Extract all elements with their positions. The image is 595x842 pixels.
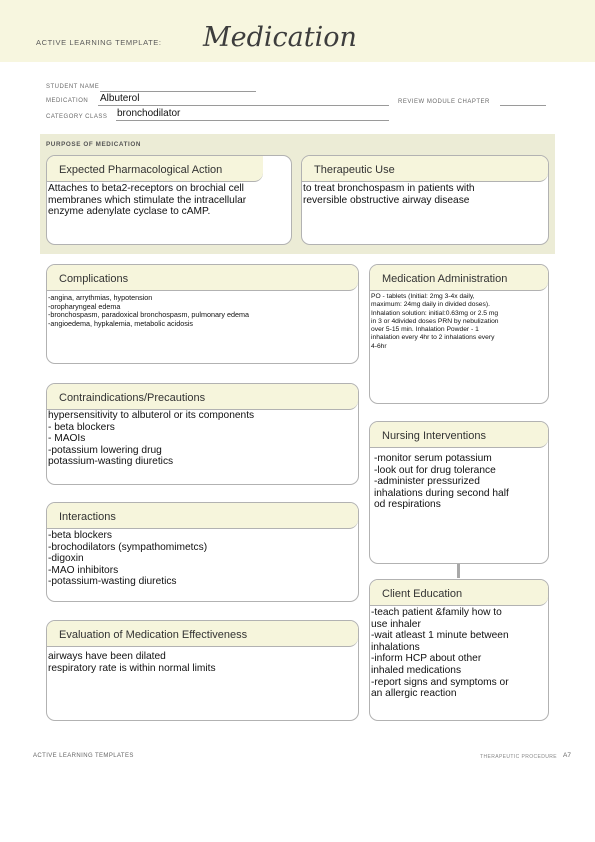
- text-line: maximum: 24mg daily in divided doses).: [371, 301, 490, 309]
- contraindications-text[interactable]: [48, 410, 356, 468]
- text-line: Inhalation solution: initial:0.63mg or 2.5 mg: [371, 309, 499, 317]
- complications-box: [46, 264, 359, 364]
- medication-field[interactable]: Albuterol: [100, 93, 140, 104]
- therapeutic-use-text[interactable]: [303, 183, 546, 206]
- nursing-interventions-title: Nursing Interventions: [370, 422, 548, 448]
- text-line: Attaches to beta2-receptors on brochial cell: [48, 183, 244, 194]
- text-line: -angioedema, hypkalemia, metabolic acidosis: [48, 318, 194, 328]
- client-education-box: [369, 579, 549, 721]
- text-line: 4-6hr: [371, 342, 387, 350]
- text-line: -oropharyngeal edema: [48, 301, 121, 311]
- text-line: -administer pressurized: [374, 476, 480, 488]
- text-line: -beta blockers: [48, 530, 112, 541]
- text-line: in 3 or 4divided doses PRN by nebulization: [371, 317, 499, 325]
- expected-action-title: Expected Pharmacological Action: [47, 156, 263, 182]
- text-line: -teach patient &family how to: [371, 607, 502, 618]
- review-module-label: REVIEW MODULE CHAPTER: [398, 99, 490, 105]
- nursing-interventions-text[interactable]: [374, 453, 546, 511]
- text-line: -bronchospasm, paradoxical bronchospasm, pulmonary edema: [48, 310, 249, 320]
- category-class-line: [116, 120, 389, 121]
- text-line: airways have been dilated: [48, 651, 166, 662]
- text-line: to treat bronchospasm in patients with: [303, 183, 475, 194]
- text-line: enzyme adenylate cyclase to cAMP.: [48, 206, 211, 218]
- medication-line: [98, 105, 389, 106]
- evaluation-text[interactable]: [48, 651, 356, 674]
- evaluation-title: Evaluation of Medication Effectiveness: [47, 621, 358, 647]
- medication-administration-title: Medication Administration: [370, 265, 548, 291]
- text-line: hypersensitivity to albuterol or its components: [48, 410, 255, 421]
- text-line: - beta blockers: [48, 421, 115, 433]
- page-number: A7: [563, 752, 571, 759]
- therapeutic-use-title: Therapeutic Use: [302, 156, 548, 182]
- footer-left: ACTIVE LEARNING TEMPLATES: [33, 753, 134, 759]
- contraindications-title: Contraindications/Precautions: [47, 384, 358, 410]
- interactions-title: Interactions: [47, 503, 358, 529]
- evaluation-box: [46, 620, 359, 721]
- purpose-label: PURPOSE OF MEDICATION: [46, 141, 142, 148]
- student-name-label: STUDENT NAME: [46, 84, 100, 90]
- template-prefix: ACTIVE LEARNING TEMPLATE:: [36, 38, 162, 47]
- text-line: respiratory rate is within normal limits: [48, 662, 216, 674]
- client-education-title: Client Education: [370, 580, 548, 606]
- text-line: inhaled medications: [371, 664, 462, 676]
- text-line: -potassium-wasting diuretics: [48, 576, 177, 588]
- text-line: membranes which stimulate the intracellular: [48, 194, 247, 206]
- footer-right: THERAPEUTIC PROCEDURE: [480, 754, 558, 760]
- text-line: - MAOIs: [48, 433, 86, 445]
- text-line: reversible obstructive airway disease: [303, 194, 470, 206]
- text-line: -MAO inhibitors: [48, 564, 119, 576]
- box-connector: [457, 564, 460, 578]
- text-line: use inhaler: [371, 618, 421, 630]
- text-line: -monitor serum potassium: [374, 453, 492, 464]
- text-line: -wait atleast 1 minute between: [371, 630, 509, 642]
- text-line: PO - tablets (Initial: 2mg 3-4x daily,: [371, 293, 475, 300]
- text-line: an allergic reaction: [371, 688, 457, 700]
- expected-action-box: [46, 155, 292, 245]
- complications-title: Complications: [47, 265, 358, 291]
- text-line: od respirations: [374, 499, 441, 511]
- interactions-box: [46, 502, 359, 602]
- review-module-line: [500, 105, 546, 106]
- text-line: over 5-15 min. Inhalation Powder - 1: [371, 326, 479, 334]
- text-line: inhalations: [371, 641, 420, 653]
- category-class-label: CATEGORY CLASS: [46, 114, 108, 120]
- text-line: -potassium lowering drug: [48, 444, 162, 456]
- category-class-field[interactable]: bronchodilator: [117, 108, 181, 119]
- nursing-interventions-box: [369, 421, 549, 564]
- medication-administration-box: [369, 264, 549, 404]
- text-line: potassium-wasting diuretics: [48, 456, 174, 468]
- medication-label: MEDICATION: [46, 98, 89, 104]
- text-line: -brochodilators (sympathomimetcs): [48, 541, 208, 553]
- text-line: -digoxin: [48, 553, 84, 565]
- student-name-line: [100, 91, 256, 92]
- client-education-text[interactable]: [371, 607, 546, 700]
- text-line: -inform HCP about other: [371, 653, 482, 665]
- complications-text[interactable]: [48, 294, 356, 328]
- expected-action-text[interactable]: [48, 183, 289, 218]
- contraindications-box: [46, 383, 359, 485]
- header-banner: [0, 0, 595, 62]
- page-title: Medication: [203, 22, 357, 53]
- text-line: inhalations during second half: [374, 487, 509, 499]
- text-line: inhalation every 4hr to 2 inhalations every: [371, 334, 495, 342]
- therapeutic-use-box: [301, 155, 549, 245]
- interactions-text[interactable]: [48, 530, 356, 588]
- text-line: -look out for drug tolerance: [374, 464, 496, 476]
- text-line: -angina, arrythmias, hypotension: [48, 293, 153, 302]
- medication-administration-text[interactable]: [371, 293, 546, 351]
- text-line: -report signs and symptoms or: [371, 676, 509, 688]
